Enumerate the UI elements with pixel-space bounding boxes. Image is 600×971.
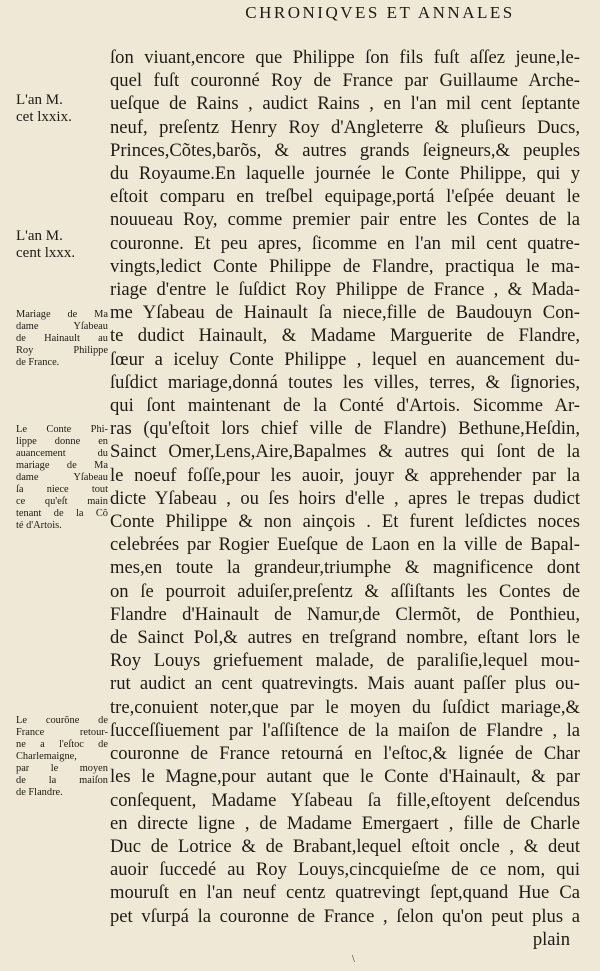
text-line: ſuſdict mariage,donná toutes les villes, terres, & ſignories,	[110, 371, 580, 393]
margin-note-couronne	[16, 715, 108, 799]
margin-note-year-1180	[16, 228, 108, 262]
text-line: du Royaume.En laquelle journée le Conte Philippe, qui y	[110, 163, 580, 185]
margin-note-line: ce qu'eſt main	[16, 496, 108, 507]
text-line: riage d'entre le ſuſdict Roy Philippe de France , & Mada-	[110, 279, 580, 301]
margin-note-line: auancement du	[16, 448, 108, 459]
margin-note-line: té d'Artois.	[16, 520, 62, 531]
text-line: Princes,Cõtes,barõs, & autres grands ſeigneurs,& peuples	[110, 139, 580, 161]
text-line: Conte Philippe & non ainçois . Et furent leſdictes noces	[110, 511, 580, 533]
margin-note-line: dame Yſabeau	[16, 472, 108, 483]
text-line: on ſe pourroit aduiſer,preſentz & aſſiſtants les Contes de	[110, 580, 580, 602]
text-line: plain	[532, 928, 570, 950]
text-line: quel fuſt couronné Roy de France par Guillaume Arche-	[110, 70, 580, 92]
margin-note-line: dame Yſabeau	[16, 321, 108, 332]
margin-note-year-1179	[16, 92, 108, 126]
margin-note-line: de France.	[16, 357, 60, 368]
text-line: ras (qu'eſtoit lors chief ville de Flandre) Bethune,Heſdin,	[110, 418, 580, 440]
margin-note-line: Charlemaigne,	[16, 751, 77, 762]
running-head: CHRONIQVES ET ANNALES	[245, 3, 515, 22]
text-line: tre,conuient noter,que par le moyen du ſuſdict mariage,&	[110, 696, 580, 718]
margin-note-line: tenant de la Cõ	[16, 508, 108, 519]
margin-note-line: par le moyen	[16, 763, 108, 774]
text-line: mouruſt en l'an neuf centz quatrevingt ſept,quand Hue Ca	[110, 882, 580, 904]
margin-note-line: de la maiſon	[16, 775, 108, 786]
text-line: pet vſurpá la couronne de France , ſelon qu'on peut plus a	[110, 905, 580, 927]
text-line: eſtoit comparu en treſbel equipage,portá l'eſpée deuant le	[110, 186, 580, 208]
margin-note-line: lippe donne en	[16, 436, 108, 447]
text-line: couronne de France retourná en l'eſtoc,& lignée de Char	[110, 743, 580, 765]
margin-note-line: France retour-	[16, 727, 108, 738]
text-line: conſequent, Madame Yſabeau ſa fille,eſtoyent deſcendus	[110, 789, 580, 811]
margin-note-line: cent lxxx.	[16, 245, 76, 261]
margin-note-line: Mariage de Ma	[16, 309, 108, 320]
text-line: mes,en toute la grandeur,triumphe & magnificence dont	[110, 557, 580, 579]
text-line: Roy Louys griefuement malade, de paraliſie,lequel mou-	[110, 650, 580, 672]
footer-mark: \	[352, 954, 355, 965]
text-line: me Yſabeau de Hainault ſa niece,fille de Baudouyn Con-	[110, 302, 580, 324]
margin-note-line: L'an M.	[16, 228, 63, 244]
margin-note-mariage	[16, 309, 108, 369]
text-line: Sainct Omer,Lens,Aire,Bapalmes & autres qui ſont de la	[110, 441, 580, 463]
text-line: neuf, preſentz Henry Roy d'Angleterre & pluſieurs Ducs,	[110, 116, 580, 138]
margin-note-line: de Flandre.	[16, 787, 63, 798]
text-line: Duc de Lotrice & de Brabant,lequel eſtoit oncle , & deut	[110, 835, 580, 857]
margin-note-line: ſa niece tout	[16, 484, 108, 495]
text-line: ueſque de Rains , audict Rains , en l'an mil cent ſeptante	[110, 93, 580, 115]
text-line: le noeuf foſſe,pour les auoir, jouyr & apprehender par la	[110, 464, 580, 486]
text-line: nouueau Roy, comme premier pair entre les Contes de la	[110, 209, 580, 231]
margin-note-line: de Hainault au	[16, 333, 108, 344]
text-line: couronne. Et peu apres, ſicomme en l'an mil cent quatre-	[110, 232, 580, 254]
text-line: dicte Yſabeau , ou ſes hoirs d'elle , apres le trepas dudict	[110, 487, 580, 509]
margin-note-conte-philippe	[16, 424, 108, 532]
text-line: celebrées par Rogier Eueſque de Laon en la ville de Bapal-	[110, 534, 580, 556]
margin-note-line: Le Conte Phi-	[16, 424, 108, 435]
main-text	[110, 46, 580, 951]
text-line: de Sainct Pol,& autres en treſgrand nombre, eſtant lors le	[110, 627, 580, 649]
text-line: ſœur a iceluy Conte Philippe , lequel en auancement du-	[110, 348, 580, 370]
text-line: ſon viuant,encore que Philippe ſon fils fuſt aſſez jeune,le-	[110, 47, 580, 68]
text-line: rut audict an cent quatrevingts. Mais auant paſſer plus ou-	[110, 673, 580, 695]
margin-note-line: ne a l'eſtoc de	[16, 739, 108, 750]
margin-note-line: L'an M.	[16, 92, 63, 108]
margin-note-line: Le courõne de	[16, 715, 108, 726]
text-line: ſucceſſiuement par l'aſſiſtence de la maiſon de Flandre , la	[110, 719, 580, 741]
text-line: en directe ligne , de Madame Emergaert , fille de Charle	[110, 812, 580, 834]
text-line: vingts,ledict Conte Philippe de Flandre, practiqua le ma-	[110, 255, 580, 277]
margin-note-line: cet lxxix.	[16, 109, 72, 125]
margin-note-line: mariage de Ma	[16, 460, 108, 471]
margin-note-line: Roy Philippe	[16, 345, 108, 356]
text-line: te dudict Hainault, & Madame Marguerite de Flandre,	[110, 325, 580, 347]
text-line: auoir ſuccedé au Roy Louys,cincquieſme de ce nom, qui	[110, 859, 580, 881]
text-line: qui ſont maintenant de la Conté d'Artois. Sicomme Ar-	[110, 395, 580, 417]
text-line: les le Magne,pour autant que le Conte d'Hainault, & par	[110, 766, 580, 788]
text-line: Flandre d'Hainault de Namur,de Clermõt, de Ponthieu,	[110, 603, 580, 625]
